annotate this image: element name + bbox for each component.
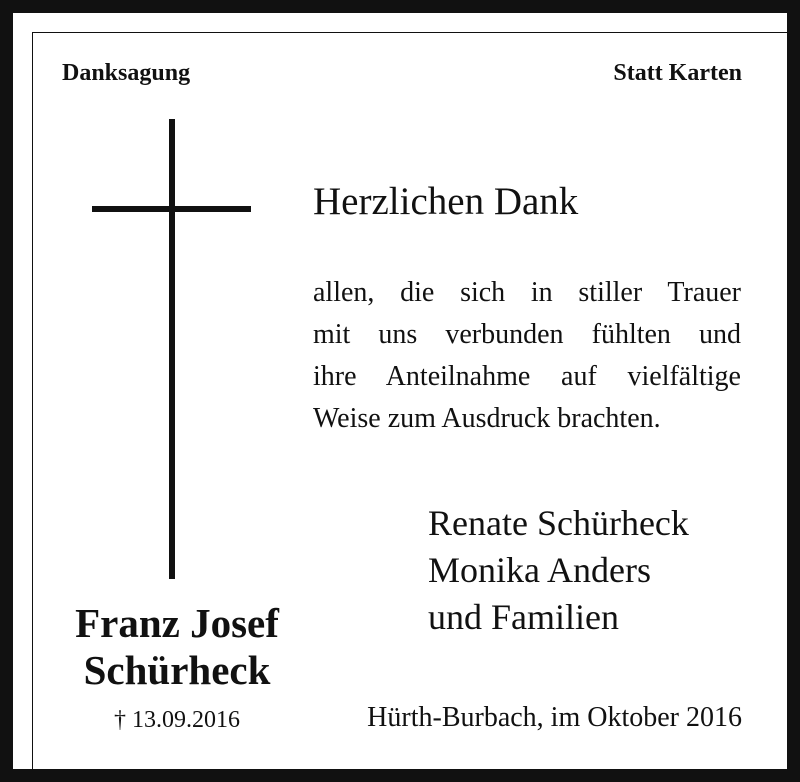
header-statt-karten: Statt Karten xyxy=(613,60,742,86)
message-line: mit uns verbunden fühlten und xyxy=(313,319,741,350)
cross-icon-vertical-beam xyxy=(169,119,175,579)
signer-name: Renate Schürheck xyxy=(428,503,689,543)
thank-you-message xyxy=(313,272,741,440)
signers xyxy=(428,500,689,641)
deceased-first-names: Franz Josef xyxy=(75,600,279,646)
cross-icon-horizontal-beam xyxy=(92,206,251,212)
signer-name: und Familien xyxy=(428,597,619,637)
signer-name: Monika Anders xyxy=(428,550,651,590)
header-danksagung: Danksagung xyxy=(62,60,191,86)
place-and-date: Hürth-Burbach, im Oktober 2016 xyxy=(367,702,742,733)
headline: Herzlichen Dank xyxy=(313,180,579,223)
message-line: Weise zum Ausdruck brachten. xyxy=(313,403,661,434)
message-line: ihre Anteilnahme auf vielfältige xyxy=(313,361,741,392)
deceased-surname: Schürheck xyxy=(83,647,271,693)
message-line: allen, die sich in stiller Trauer xyxy=(313,277,741,308)
deceased-name xyxy=(40,600,314,694)
death-date: † 13.09.2016 xyxy=(114,707,240,733)
